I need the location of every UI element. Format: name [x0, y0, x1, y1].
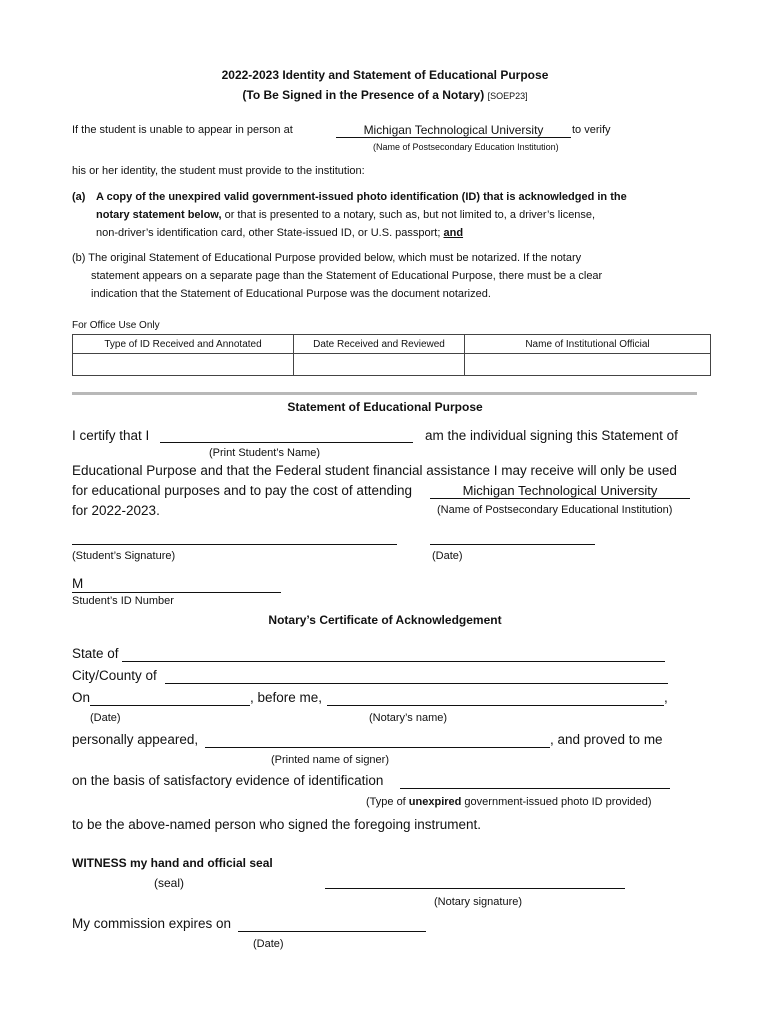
county-field[interactable] — [165, 683, 668, 684]
seal-label: (seal) — [154, 876, 185, 890]
id-type-caption — [366, 796, 652, 808]
intro-institution-caption: (Name of Postsecondary Education Institution) — [373, 142, 559, 152]
statement-heading: Statement of Educational Purpose — [287, 400, 483, 414]
signer-caption: (Printed name of signer) — [271, 754, 389, 766]
personally-label: personally appeared, — [72, 732, 199, 747]
id-type-caption-bold: unexpired — [408, 796, 462, 808]
id-type-caption-pre: (Type of — [366, 796, 409, 808]
intro-lead: If the student is unable to appear in person at — [72, 124, 293, 136]
basis-label: on the basis of satisfactory evidence of identification — [72, 773, 384, 788]
statement-institution: Michigan Technological University — [430, 484, 690, 499]
notary-date-field[interactable] — [90, 705, 250, 706]
student-name-field[interactable] — [160, 442, 413, 443]
notary-signature-caption: (Notary signature) — [434, 896, 523, 908]
item-a-bold2: notary statement below, — [96, 209, 222, 221]
subtitle-text: (To Be Signed in the Presence of a Notary) — [242, 88, 485, 102]
intro-institution: Michigan Technological University — [336, 123, 571, 138]
county-label: City/County of — [72, 668, 157, 683]
notary-name-field[interactable] — [327, 705, 664, 706]
statement-line2: Educational Purpose and that the Federal student financial assistance I may receive will only be used — [72, 463, 677, 478]
office-col-header: Date Received and Reviewed — [294, 335, 465, 354]
above-named-text: to be the above-named person who signed the foregoing instrument. — [72, 817, 482, 832]
office-use-table — [72, 334, 711, 376]
proved-label: , and proved to me — [550, 732, 663, 747]
before-me-comma: , — [664, 690, 668, 705]
on-label: On — [72, 690, 91, 705]
item-a-line2 — [96, 209, 595, 221]
page-subtitle — [0, 88, 770, 102]
page-title: 2022-2023 Identity and Statement of Educational Purpose — [221, 68, 549, 82]
student-id-prefix: M — [72, 576, 84, 591]
id-type-field[interactable] — [400, 788, 670, 789]
section-divider — [72, 392, 697, 395]
notary-name-caption: (Notary’s name) — [369, 712, 448, 724]
print-name-caption: (Print Student’s Name) — [209, 447, 321, 459]
item-a-line3-text: non-driver’s identification card, other State-issued ID, or U.S. passport; — [96, 227, 441, 239]
intro-line2: his or her identity, the student must provide to the institution: — [72, 165, 365, 177]
date-caption: (Date) — [432, 550, 463, 562]
office-col-header: Name of Institutional Official — [465, 335, 711, 354]
student-signature-field[interactable] — [72, 544, 397, 545]
item-a-line1: A copy of the unexpired valid government-issued photo identification (ID) that is acknowledged in the — [96, 191, 627, 203]
item-a-line3 — [96, 227, 463, 239]
office-use-label: For Office Use Only — [72, 320, 160, 331]
office-official-cell[interactable] — [465, 354, 711, 376]
certify-rest: am the individual signing this Statement of — [425, 428, 678, 443]
office-id-type-cell[interactable] — [73, 354, 294, 376]
item-b-line2: statement appears on a separate page than the Statement of Educational Purpose, there must be a clear — [91, 270, 603, 282]
before-me-label: , before me, — [250, 690, 323, 705]
signer-name-field[interactable] — [205, 747, 550, 748]
commission-date-caption: (Date) — [253, 938, 284, 950]
statement-institution-caption: (Name of Postsecondary Educational Institution) — [437, 504, 673, 516]
item-b-line3: indication that the Statement of Educational Purpose was the document notarized. — [91, 288, 491, 300]
notary-heading: Notary’s Certificate of Acknowledgement — [268, 613, 502, 627]
intro-to-verify: to verify — [572, 124, 611, 136]
signature-caption: (Student’s Signature) — [72, 550, 176, 562]
id-type-caption-post: government-issued photo ID provided) — [461, 796, 652, 808]
office-date-cell[interactable] — [294, 354, 465, 376]
student-id-caption: Student’s ID Number — [72, 595, 174, 607]
notary-date-caption: (Date) — [90, 712, 121, 724]
student-id-field[interactable] — [72, 592, 281, 593]
commission-label: My commission expires on — [72, 916, 232, 931]
notary-signature-field[interactable] — [325, 888, 625, 889]
statement-line3: for educational purposes and to pay the cost of attending — [72, 483, 412, 498]
state-field[interactable] — [122, 661, 665, 662]
state-label: State of — [72, 646, 119, 661]
item-a-and: and — [443, 227, 464, 239]
item-a-label: (a) — [72, 191, 86, 203]
certify-lead: I certify that I — [72, 428, 150, 443]
office-col-header: Type of ID Received and Annotated — [73, 335, 294, 354]
item-a-rest2: or that is presented to a notary, such as, but not limited to, a driver’s license, — [221, 209, 596, 221]
commission-date-field[interactable] — [238, 931, 426, 932]
student-date-field[interactable] — [430, 544, 595, 545]
statement-line4: for 2022-2023. — [72, 503, 160, 518]
form-code: [SOEP23] — [487, 91, 528, 101]
witness-text: WITNESS my hand and official seal — [72, 856, 273, 870]
item-b-line1: (b) The original Statement of Educational Purpose provided below, which must be notarized. If the notary — [72, 252, 582, 264]
